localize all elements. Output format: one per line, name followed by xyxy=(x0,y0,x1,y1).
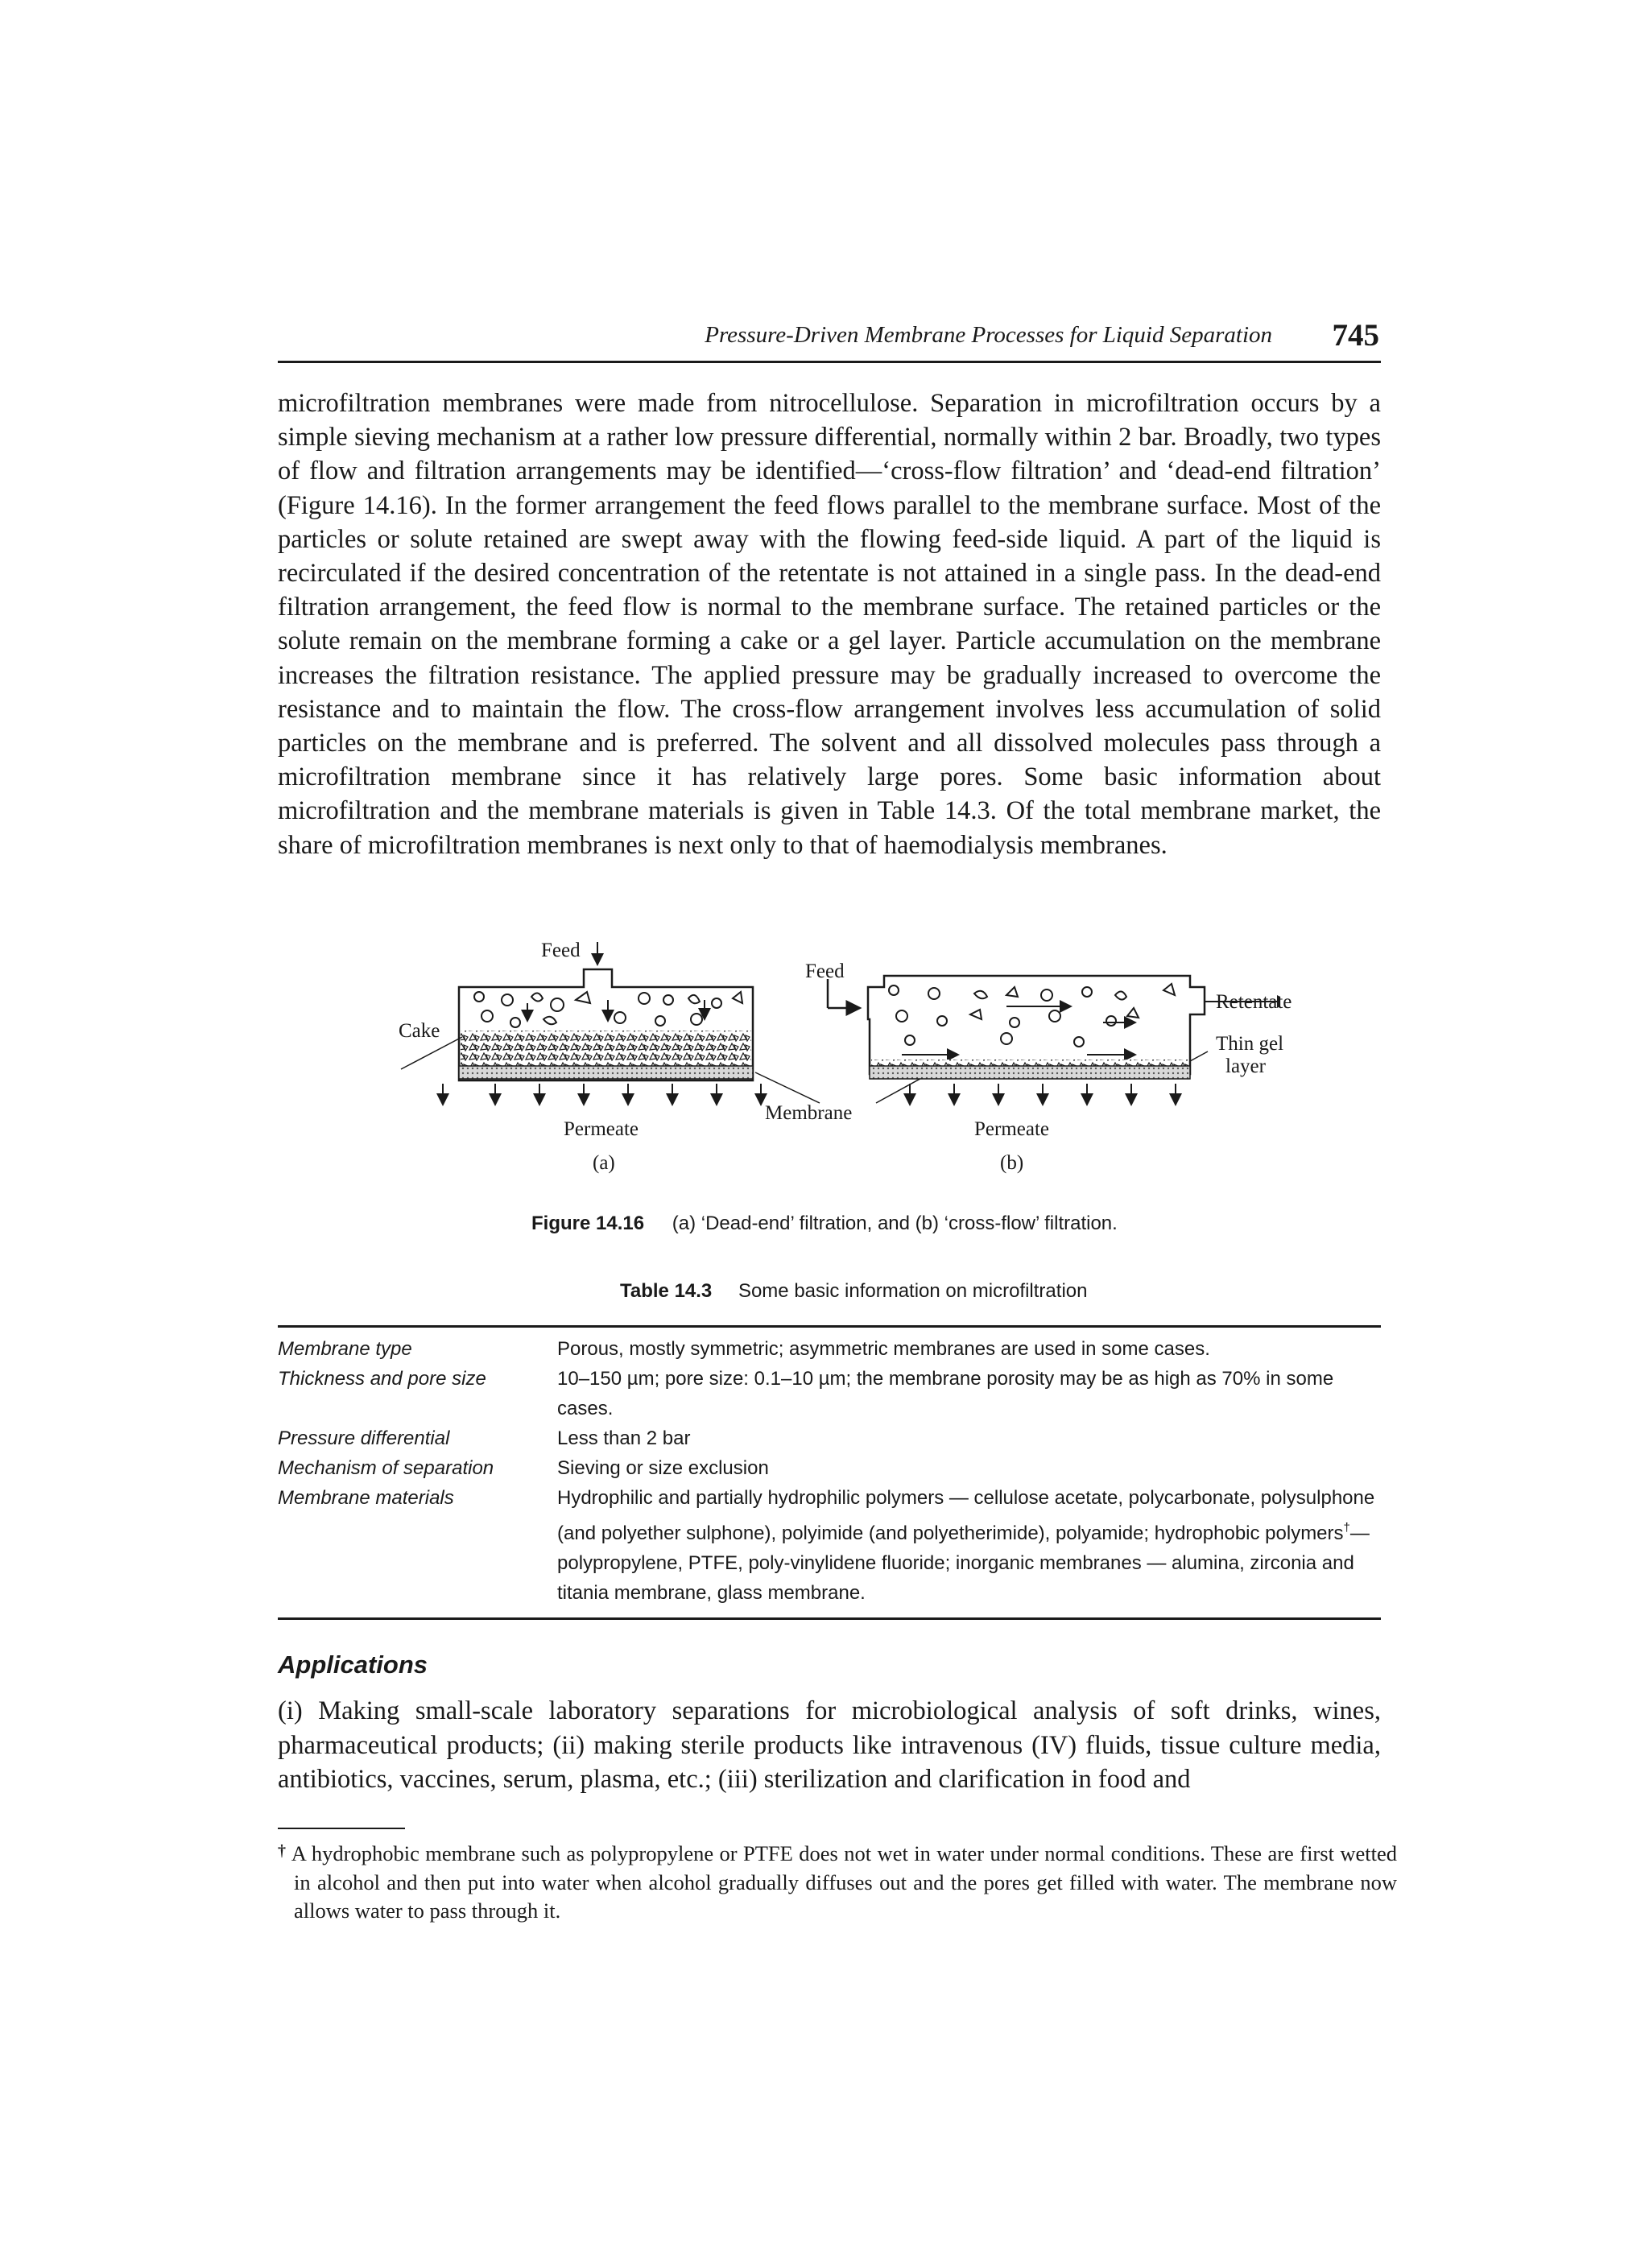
applications-heading: Applications xyxy=(278,1650,428,1679)
running-header xyxy=(278,317,1381,363)
row-label: Membrane type xyxy=(278,1338,412,1360)
row-label: Pressure differential xyxy=(278,1427,450,1449)
layer-label: layer xyxy=(1225,1056,1266,1077)
panel-b-label: (b) xyxy=(1000,1152,1024,1174)
body-paragraph: microfiltration membranes were made from nitrocellulose. Separation in microfiltration occurs by a simple sieving mechanism at a rather low pressure differential, normally within 2 bar. Broadly, two types of flow and filtration arrangements may be identified—‘cross-flow filtration’ and ‘dead-end filtration’ (Figure 14.16). In the former arrangement the feed flows parallel to the membrane surface. Most of the particles or solute retained are swept away with the flowing feed-side liquid. A part of the liquid is recirculated if the desired concentration of the retentate is not attained in a single pass. In the dead-end filtration arrangement, the feed flow is normal to the membrane surface. The retained particles or the solute remain on the membrane forming a cake or a gel layer. Particle accumulation on the membrane increases the filtration resistance. The applied pressure may be gradually increased to overcome the resistance and to maintain the flow. The cross-flow arrangement involves less accumulation of solid particles on the membrane and is preferred. The solvent and all dissolved molecules pass through a microfiltration membrane since it has relatively large pores. Some basic information about microfiltration and the membrane materials is given in Table 14.3. Of the total membrane market, the share of microfiltration membranes is next only to that of haemodialysis membranes. xyxy=(278,389,1381,860)
table-caption xyxy=(620,1280,1087,1303)
feed-label-a: Feed xyxy=(541,940,581,961)
table-row xyxy=(278,1453,1381,1483)
feed-label-b: Feed xyxy=(805,960,845,982)
row-value xyxy=(557,1483,1381,1608)
microfiltration-table xyxy=(278,1325,1381,1620)
row-label: Thickness and pore size xyxy=(278,1368,486,1390)
running-title: Pressure-Driven Membrane Processes for Liquid Separation xyxy=(705,322,1272,348)
figure-filtration xyxy=(378,926,1292,1192)
table-row xyxy=(278,1483,1381,1608)
membrane-label: Membrane xyxy=(765,1102,853,1124)
cross-flow-cell xyxy=(828,976,1280,1105)
footnote xyxy=(278,1837,1397,1926)
row-value: Sieving or size exclusion xyxy=(557,1457,769,1479)
table-row xyxy=(278,1364,1381,1423)
footnote-divider xyxy=(278,1828,405,1829)
figure-number: Figure 14.16 xyxy=(531,1212,645,1234)
dead-end-cell xyxy=(401,942,761,1105)
row-value-part: Hydrophilic and partially hydrophilic polymers — cellulose acetate, polycarbonate, polysulphone (and polyether sulphone), polyimide (and polyetherimide), polyamide; hydrophobic polymers xyxy=(557,1487,1375,1544)
row-label: Membrane materials xyxy=(278,1487,454,1509)
table-number: Table 14.3 xyxy=(620,1280,713,1302)
row-value: Less than 2 bar xyxy=(557,1427,691,1449)
figure-caption xyxy=(531,1212,1417,1235)
row-label: Mechanism of separation xyxy=(278,1457,494,1479)
footnote-text: A hydrophobic membrane such as polypropylene or PTFE does not wet in water under normal conditions. These are first wetted in alcohol and then put into water when alcohol gradually diffuses out and the pores get filled with water. The membrane now allows water to pass through it. xyxy=(291,1841,1397,1923)
figure-caption-text: (a) ‘Dead-end’ filtration, and (b) ‘cross-flow’ filtration. xyxy=(672,1212,1118,1234)
table-row xyxy=(278,1334,1381,1364)
cake-label: Cake xyxy=(399,1020,440,1042)
page-number: 745 xyxy=(1332,318,1379,353)
table-row xyxy=(278,1423,1381,1453)
footnote-mark: † xyxy=(278,1842,287,1860)
row-value: 10–150 µm; pore size: 0.1–10 µm; the membrane porosity may be as high as 70% in some cases. xyxy=(557,1368,1334,1419)
applications-paragraph: (i) Making small-scale laboratory separations for microbiological analysis of soft drinks, wines, pharmaceutical products; (ii) making sterile products like intravenous (IV) fluids, tissue culture media, antibiotics, vaccines, serum, plasma, etc.; (iii) sterilization and clarification in food and xyxy=(278,1696,1381,1794)
thin-gel-label: Thin gel xyxy=(1216,1033,1284,1055)
row-value-part: — polypropylene, PTFE, poly-vinylidene fluoride; inorganic membranes — alumina, zirconia and titania membrane, glass membrane. xyxy=(557,1522,1370,1604)
permeate-label-b: Permeate xyxy=(974,1118,1050,1140)
row-value: Porous, mostly symmetric; asymmetric membranes are used in some cases. xyxy=(557,1338,1210,1360)
retentate-label: Retentate xyxy=(1216,991,1292,1013)
panel-a-label: (a) xyxy=(593,1152,615,1174)
dagger-mark: † xyxy=(1343,1521,1350,1535)
permeate-label-a: Permeate xyxy=(564,1118,639,1140)
table-caption-text: Some basic information on microfiltration xyxy=(738,1280,1088,1302)
